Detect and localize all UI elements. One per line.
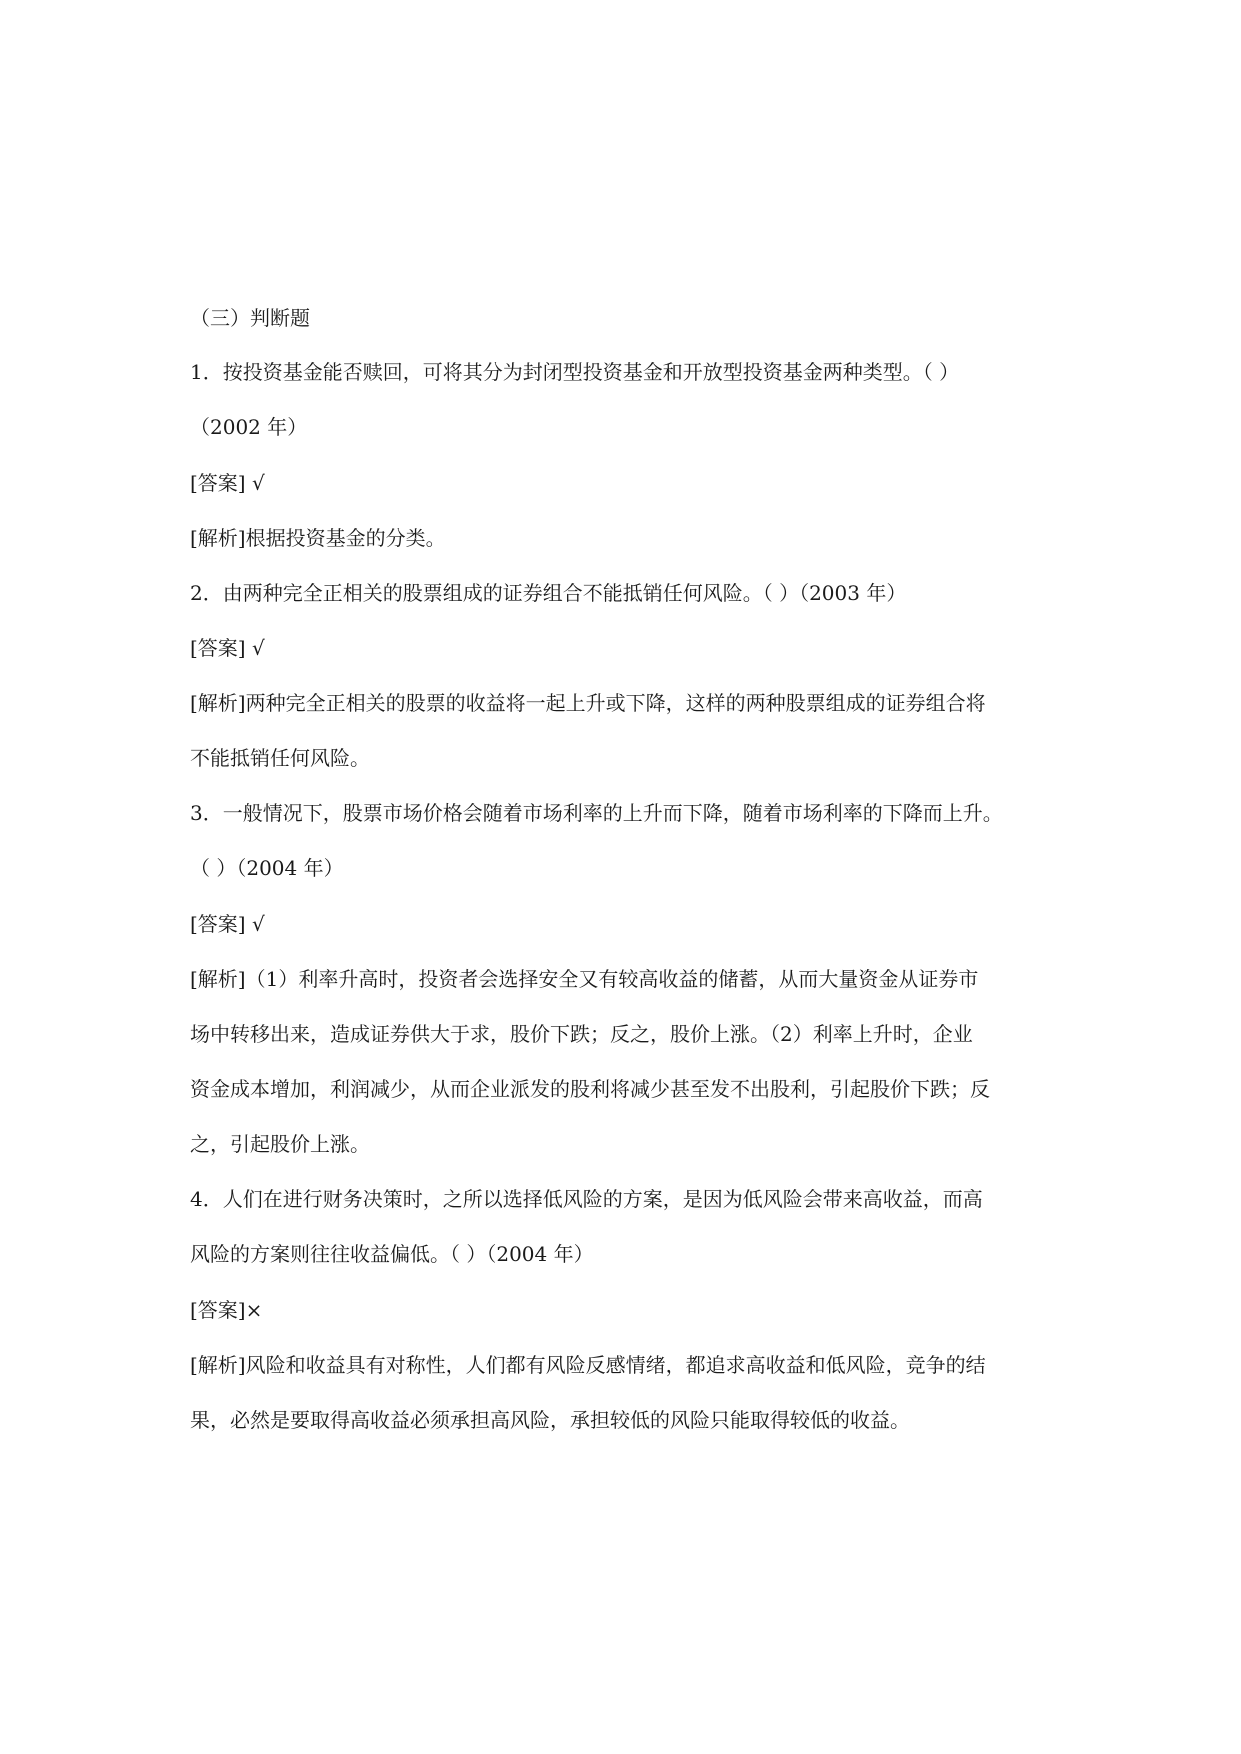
explanation-2-line-1: [解析]两种完全正相关的股票的收益将一起上升或下降，这样的两种股票组成的证券组合将 <box>190 691 986 715</box>
explanation-3-line-1: [解析]（1）利率升高时，投资者会选择安全又有较高收益的储蓄，从而大量资金从证券市 <box>190 967 979 991</box>
section-heading: （三）判断题 <box>190 306 310 330</box>
explanation-3-line-3: 资金成本增加，利润减少，从而企业派发的股利将减少甚至发不出股利，引起股价下跌；反 <box>190 1077 990 1101</box>
question-3-line-1: 3．一般情况下，股票市场价格会随着市场利率的上升而下降，随着市场利率的下降而上升。 <box>190 801 1003 825</box>
explanation-1: [解析]根据投资基金的分类。 <box>190 526 446 550</box>
answer-1: [答案] √ <box>190 471 265 495</box>
explanation-2-line-2: 不能抵销任何风险。 <box>190 746 370 770</box>
faint-watermark-text <box>190 162 195 192</box>
explanation-4-line-2: 果，必然是要取得高收益必须承担高风险，承担较低的风险只能取得较低的收益。 <box>190 1408 910 1432</box>
question-1-line-1: 1．按投资基金能否赎回，可将其分为封闭型投资基金和开放型投资基金两种类型。（ ） <box>190 360 960 384</box>
answer-4: [答案]× <box>190 1298 263 1322</box>
question-3-line-2: （ ）（2004 年） <box>190 856 344 880</box>
question-1-year: （2002 年） <box>190 415 308 439</box>
explanation-3-line-2: 场中转移出来，造成证券供大于求，股价下跌；反之，股价上涨。（2）利率上升时，企业 <box>190 1022 973 1046</box>
question-4-line-2: 风险的方案则往往收益偏低。（ ）（2004 年） <box>190 1242 594 1266</box>
explanation-4-line-1: [解析]风险和收益具有对称性，人们都有风险反感情绪，都追求高收益和低风险，竞争的结 <box>190 1353 986 1377</box>
question-4-line-1: 4．人们在进行财务决策时，之所以选择低风险的方案，是因为低风险会带来高收益，而高 <box>190 1187 983 1211</box>
answer-2: [答案] √ <box>190 636 265 660</box>
answer-3: [答案] √ <box>190 912 265 936</box>
explanation-3-line-4: 之，引起股价上涨。 <box>190 1132 370 1156</box>
question-2: 2．由两种完全正相关的股票组成的证券组合不能抵销任何风险。（ ）（2003 年） <box>190 581 907 605</box>
